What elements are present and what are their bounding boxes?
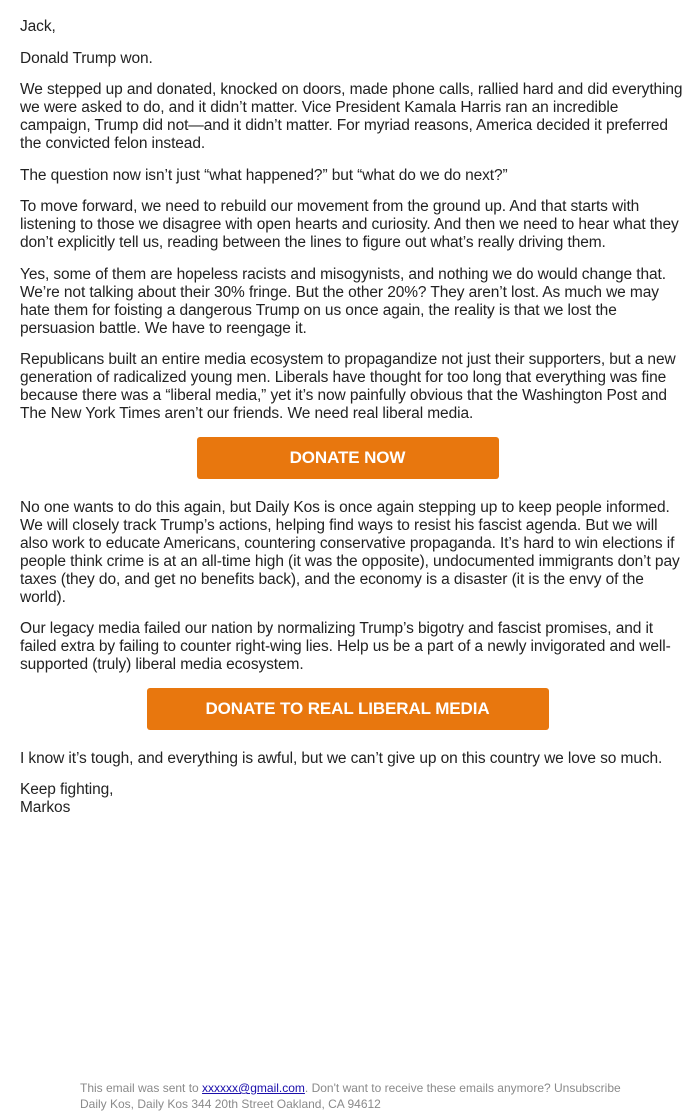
donate-now-wrapper <box>20 437 685 479</box>
donate-media-wrapper <box>20 688 685 730</box>
donate-to-real-liberal-media-button[interactable]: DONATE TO REAL LIBERAL MEDIA <box>147 688 549 730</box>
greeting: Jack, <box>20 18 56 35</box>
paragraph-2: We stepped up and donated, knocked on doors, made phone calls, rallied hard and did everything we were asked to do, and it didn’t matter. Vice President Kamala Harris ran an incredible campaign, Trump did not—and it didn’t matter. For myriad reasons, America decided it preferred the convicted felon instead. <box>20 81 683 152</box>
paragraph-5: Yes, some of them are hopeless racists and misogynists, and nothing we do would change that. We’re not talking about their 30% fringe. But the other 20%? They aren’t lost. As much we may hate them for foisting a dangerous Trump on us once again, the reality is that we lost the persuasion battle. We have to reengage it. <box>20 265 666 337</box>
footer-sent-line <box>80 1080 680 1096</box>
paragraph-7: No one wants to do this again, but Daily Kos is once again stepping up to keep people informed. We will closely track Trump’s actions, helping find ways to resist his fascist agenda. But we will also work to educate Americans, countering conservative propaganda. It’s hard to win elections if people think crime is at an all-time high (it was the opposite), undocumented immigrants don’t pay taxes (they do, and get no benefits back), and the economy is a disaster (it is the envy of the world). <box>20 498 680 606</box>
email-body <box>20 18 685 831</box>
paragraph-4: To move forward, we need to rebuild our movement from the ground up. And that starts with listening to those we disagree with open hearts and curiosity. And then we need to hear what they don’t explicitly tell us, reading between the lines to figure out what’s really driving them. <box>20 198 679 251</box>
paragraph-6: Republicans built an entire media ecosystem to propagandize not just their supporters, but a new generation of radicalized young men. Liberals have thought for too long that everything was fine because there was a “liberal media,” yet it’s now painfully obvious that the Washington Post and The New York Times aren’t our friends. We need real liberal media. <box>20 351 676 422</box>
paragraph-8: Our legacy media failed our nation by normalizing Trump’s bigotry and fascist promises, and it failed extra by failing to counter right-wing lies. Help us be a part of a newly invigorated and well-supported (truly) liberal media ecosystem. <box>20 620 671 673</box>
email-footer <box>80 1080 680 1112</box>
footer-sent-prefix: This email was sent to <box>80 1081 203 1095</box>
signature: Markos <box>20 799 71 816</box>
signoff: Keep fighting, <box>20 781 114 798</box>
donate-now-button[interactable]: DONATE NOW <box>197 437 499 479</box>
paragraph-1: Donald Trump won. <box>20 49 153 67</box>
signoff-block <box>20 781 685 817</box>
footer-unsubscribe-text[interactable]: . Don't want to receive these emails anymore? Unsubscribe <box>304 1081 621 1095</box>
footer-address: Daily Kos, Daily Kos 344 20th Street Oakland, CA 94612 <box>80 1097 381 1111</box>
footer-email-link[interactable]: xxxxxx@gmail.com <box>202 1081 305 1095</box>
paragraph-3: The question now isn’t just “what happened?” but “what do we do next?” <box>20 166 508 184</box>
paragraph-9: I know it’s tough, and everything is awful, but we can’t give up on this country we love so much. <box>20 749 663 767</box>
